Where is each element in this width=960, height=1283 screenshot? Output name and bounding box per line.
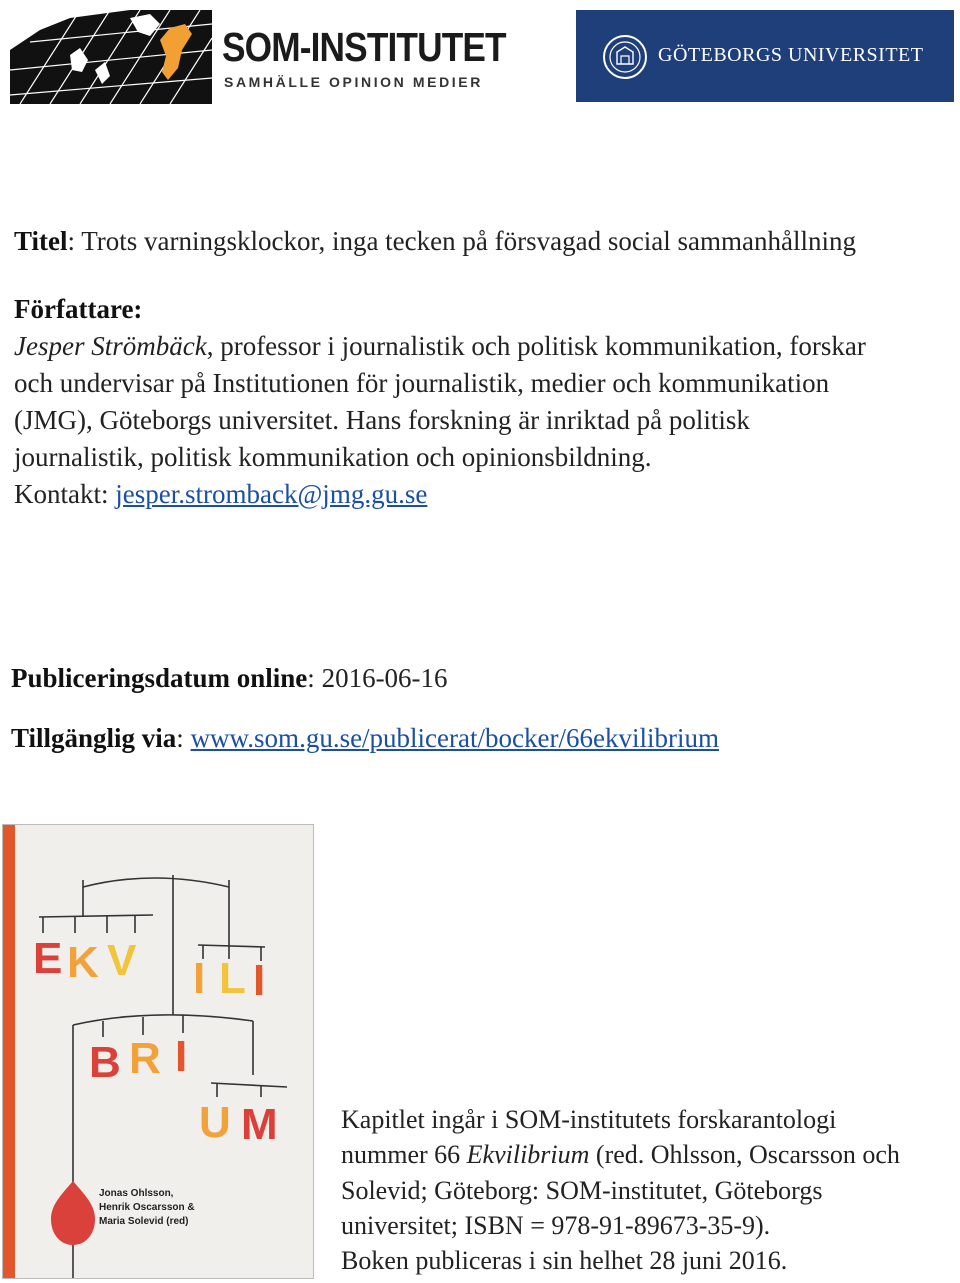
cover-letter-R: R [129,1034,161,1083]
cover-letter-V: V [107,936,137,985]
som-logo-tagline: SAMHÄLLE OPINION MEDIER [224,74,483,90]
pubdate-line [11,663,448,694]
caption-line-4: universitet; ISBN = 978-91-89673-35-9). [341,1211,771,1240]
caption-line-3: Solevid; Göteborg: SOM-institutet, Göteborgs [341,1176,823,1205]
cover-letter-M: M [241,1100,278,1149]
cover-letter-I2: I [253,956,266,1005]
caption-book-title: Ekvilibrium [466,1140,590,1169]
author-name: Jesper Strömbäck [14,331,207,361]
author-bio-line-3: (JMG), Göteborgs universitet. Hans forskning är inriktad på politisk [14,405,750,435]
book-cover [2,824,314,1279]
caption-line-5: Boken publiceras i sin helhet 28 juni 2016. [341,1246,788,1275]
cover-author-2: Henrik Oscarsson & [99,1202,195,1213]
cover-letter-B: B [89,1038,121,1087]
pubdate-colon: : [307,663,322,693]
document-title: Trots varningsklockor, inga tecken på försvagad social sammanhållning [81,226,857,256]
cover-author-3: Maria Solevid (red) [99,1216,189,1227]
title-line [14,226,856,257]
contact-line [14,479,427,510]
title-label: Titel [14,226,68,256]
author-bio-line-2: och undervisar på Institutionen för journalistik, medier och kommunikation [14,368,830,398]
university-seal-icon [602,34,648,80]
contact-label: Kontakt: [14,479,109,509]
available-url-link[interactable]: www.som.gu.se/publicerat/bocker/66ekvilibrium [190,723,719,753]
available-colon: : [176,723,191,753]
title-colon: : [67,226,82,256]
cover-letter-K: K [67,938,99,987]
gu-logo-name: GÖTEBORGS UNIVERSITET [658,44,924,66]
cover-spine [3,825,15,1278]
pubdate-label: Publiceringsdatum online [11,663,308,693]
cover-letter-U: U [199,1098,231,1147]
caption-line-2-post: (red. Ohlsson, Oscarsson och [589,1140,900,1169]
pubdate-value: 2016-06-16 [321,663,448,693]
som-logo-name: SOM-INSTITUTET [222,24,506,70]
cover-drop [51,1181,95,1245]
author-bio-text-1: , professor i journalistik och politisk kommunikation, forskar [206,331,866,361]
contact-email-link[interactable]: jesper.stromback@jmg.gu.se [115,479,428,509]
goteborgs-universitet-logo [576,10,954,102]
authors-heading [14,294,142,325]
caption-line-2 [341,1140,900,1170]
cover-letter-L: L [219,954,246,1003]
cover-authors [99,1187,195,1229]
author-bio-line-4: journalistik, politisk kommunikation och opinionsbildning. [14,442,652,472]
map-grid-icon [10,10,212,104]
som-institutet-logo [10,10,506,104]
caption-line-1: Kapitlet ingår i SOM-institutets forskarantologi [341,1105,837,1134]
cover-letter-I3: I [175,1032,188,1081]
cover-letter-I1: I [193,954,206,1003]
cover-letter-E: E [33,934,63,983]
author-bio-line-1 [14,331,866,362]
caption-line-2-pre: nummer 66 [341,1140,467,1169]
available-label: Tillgänglig via [11,723,177,753]
cover-author-1: Jonas Ohlsson, [99,1188,174,1199]
authors-label: Författare: [14,294,143,324]
available-line [11,723,719,754]
